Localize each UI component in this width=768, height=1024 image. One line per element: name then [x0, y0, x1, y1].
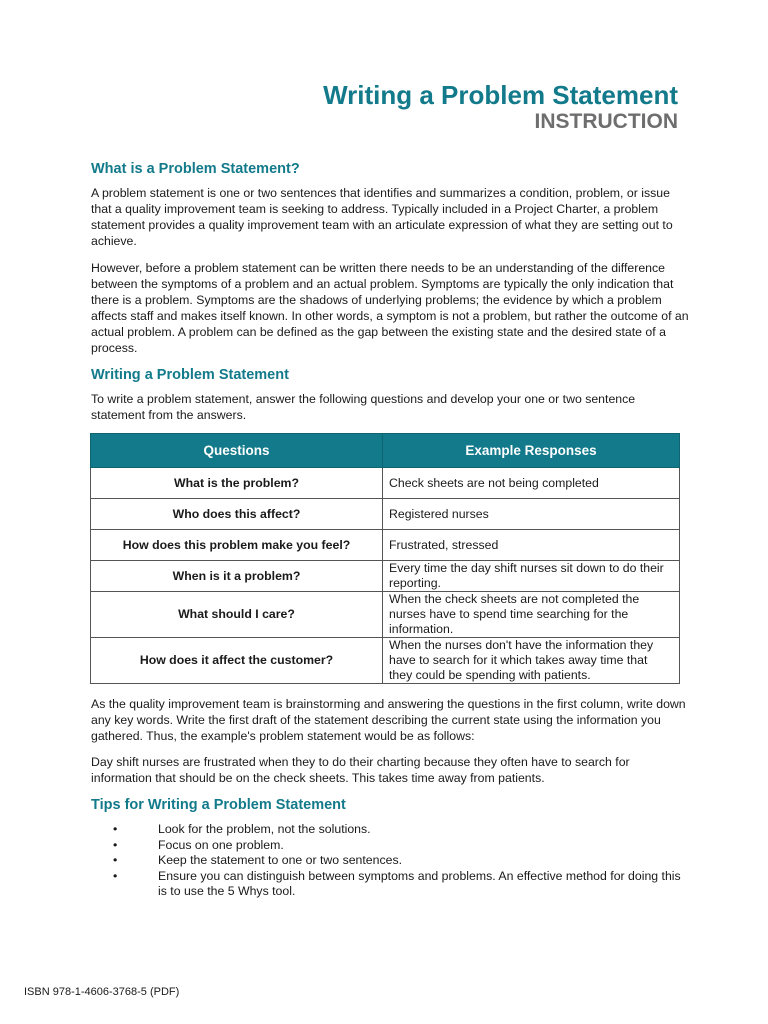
question-cell: What is the problem?: [91, 468, 383, 499]
page-subtitle: INSTRUCTION: [534, 110, 678, 133]
response-cell: Check sheets are not being completed: [383, 468, 680, 499]
tip-text: Keep the statement to one or two sentences.: [158, 853, 403, 867]
column-header-responses: Example Responses: [383, 434, 680, 468]
paragraph-symptoms: However, before a problem statement can be written there needs to be an understanding of the difference between the symptoms of a problem and an actual problem. Symptoms are typically the only indication that there is a problem. Symptoms are the shadows of underlying problems; the evidence by which a problem affects staff and makes itself known. In other words, a symptom is not a problem, but rather the outcome of an actual problem. A problem can be defined as the gap between the existing state and the desired state of a process.: [91, 261, 689, 355]
table-row: [91, 468, 680, 499]
response-cell: Frustrated, stressed: [383, 530, 680, 561]
tip-text: Ensure you can distinguish between symptoms and problems. An effective method for doing this is to use the 5 Whys tool.: [158, 868, 681, 898]
list-item: [91, 838, 681, 854]
table-row: [91, 592, 680, 638]
paragraph-brainstorming: As the quality improvement team is brainstorming and answering the questions in the first column, write down any key words. Write the first draft of the statement describing the current state using the information you gathered. Thus, the example's problem statement would be as follows:: [91, 697, 686, 743]
paragraph-example-statement: Day shift nurses are frustrated when they to do their charting because they often have to search for information that should be on the check sheets. This takes time away from patients.: [91, 755, 630, 785]
table-row: [91, 530, 680, 561]
tips-list: [91, 822, 681, 900]
bullet-icon: •: [113, 868, 118, 883]
section-heading-writing: Writing a Problem Statement: [91, 367, 289, 383]
section-heading-what-is: What is a Problem Statement?: [91, 161, 300, 177]
response-cell: When the nurses don't have the information they have to search for it which takes away time that they could be spending with patients.: [383, 638, 680, 684]
paragraph-definition: A problem statement is one or two sentences that identifies and summarizes a condition, problem, or issue that a quality improvement team is seeking to address. Typically included in a Project Charter, a problem statement provides a quality improvement team with an articulate expression of what they are setting out to achieve.: [91, 186, 673, 248]
table-header-row: [91, 434, 680, 468]
bullet-icon: •: [113, 837, 118, 852]
questions-table: [90, 433, 680, 684]
paragraph-writing-intro: To write a problem statement, answer the following questions and develop your one or two sentence statement from the answers.: [91, 392, 636, 422]
column-header-questions: Questions: [91, 434, 383, 468]
table-row: [91, 499, 680, 530]
list-item: [91, 869, 681, 900]
tip-text: Focus on one problem.: [158, 837, 284, 852]
section-heading-tips: Tips for Writing a Problem Statement: [91, 797, 346, 813]
table-row: [91, 561, 680, 592]
table-row: [91, 638, 680, 684]
bullet-icon: •: [113, 853, 118, 867]
question-cell: How does it affect the customer?: [91, 638, 383, 684]
list-item: [91, 822, 681, 838]
list-item: [91, 853, 681, 869]
page-title: Writing a Problem Statement: [323, 80, 678, 110]
response-cell: When the check sheets are not completed the nurses have to spend time searching for the information.: [383, 592, 680, 638]
question-cell: How does this problem make you feel?: [91, 530, 383, 561]
isbn-footer: ISBN 978-1-4606-3768-5 (PDF): [24, 986, 180, 998]
question-cell: When is it a problem?: [91, 561, 383, 592]
response-cell: Every time the day shift nurses sit down to do their reporting.: [383, 561, 680, 592]
bullet-icon: •: [113, 822, 118, 836]
tip-text: Look for the problem, not the solutions.: [158, 822, 371, 836]
question-cell: What should I care?: [91, 592, 383, 638]
question-cell: Who does this affect?: [91, 499, 383, 530]
response-cell: Registered nurses: [383, 499, 680, 530]
